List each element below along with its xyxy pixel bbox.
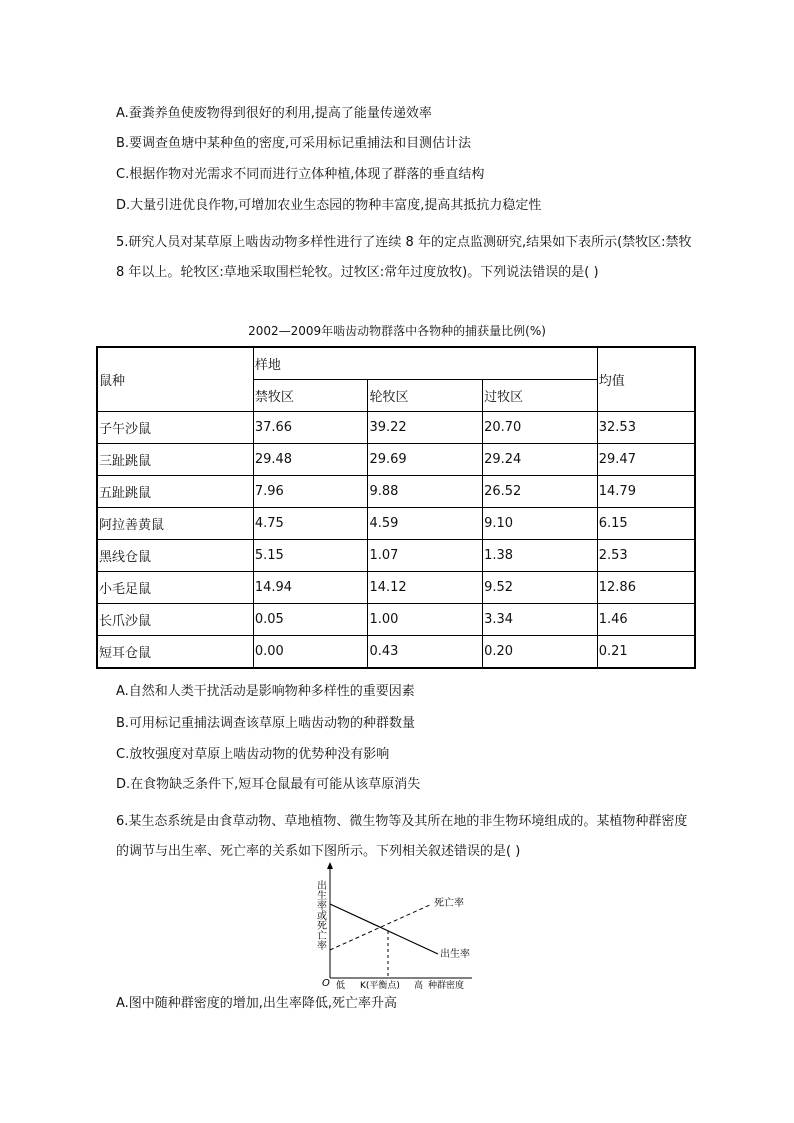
species-name-cell: 短耳仓鼠 — [97, 636, 253, 669]
value-cell: 7.96 — [253, 476, 368, 508]
species-name-cell: 黑线仓鼠 — [97, 540, 253, 572]
value-cell: 14.79 — [597, 476, 695, 508]
value-cell: 1.07 — [368, 540, 483, 572]
value-cell: 4.75 — [253, 508, 368, 540]
value-cell: 0.05 — [253, 604, 368, 636]
value-cell: 0.43 — [368, 636, 483, 669]
species-name-cell: 三趾跳鼠 — [97, 444, 253, 476]
table-row — [97, 540, 695, 572]
q6-stem: 6.某生态系统是由食草动物、草地植物、微生物等及其所在地的非生物环境组成的。某植物种群密度的调节与出生率、死亡率的关系如下图所示。下列相关叙述错误的是( ) — [116, 814, 688, 859]
header-site: 样地 — [253, 347, 597, 380]
table-row — [97, 412, 695, 444]
origin-label: O — [322, 978, 330, 989]
header-zone: 轮牧区 — [368, 380, 483, 412]
species-name-cell: 长爪沙鼠 — [97, 604, 253, 636]
value-cell: 3.34 — [483, 604, 598, 636]
value-cell: 29.24 — [483, 444, 598, 476]
q6-option-a: A.图中随种群密度的增加,出生率降低,死亡率升高 — [116, 996, 398, 1011]
y-axis-label: 出生率或死亡率 — [314, 880, 326, 950]
x-high-label: 高 — [414, 981, 424, 990]
q5-option-b: B.可用标记重捕法调查该草原上啮齿动物的种群数量 — [116, 716, 416, 731]
table-row — [97, 636, 695, 669]
table-row — [97, 604, 695, 636]
value-cell: 9.88 — [368, 476, 483, 508]
value-cell: 32.53 — [597, 412, 695, 444]
header-species: 鼠种 — [97, 347, 253, 412]
value-cell: 12.86 — [597, 572, 695, 604]
x-axis-label: 种群密度 — [428, 981, 465, 990]
header-zone: 禁牧区 — [253, 380, 368, 412]
value-cell: 0.20 — [483, 636, 598, 669]
death-rate-label: 死亡率 — [434, 898, 464, 909]
value-cell: 29.47 — [597, 444, 695, 476]
value-cell: 14.94 — [253, 572, 368, 604]
y-axis-arrow — [327, 862, 333, 869]
birth-rate-line — [330, 904, 438, 954]
birth-rate-label: 出生率 — [440, 949, 470, 960]
q5-option-c: C.放牧强度对草原上啮齿动物的优势种没有影响 — [116, 747, 390, 762]
value-cell: 4.59 — [368, 508, 483, 540]
header-mean: 均值 — [597, 347, 695, 412]
header-zone: 过牧区 — [483, 380, 598, 412]
density-rate-figure — [310, 862, 510, 990]
value-cell: 26.52 — [483, 476, 598, 508]
value-cell: 2.53 — [597, 540, 695, 572]
q4-option-b: B.要调查鱼塘中某种鱼的密度,可采用标记重捕法和目测估计法 — [116, 136, 472, 151]
capture-ratio-table — [96, 346, 696, 669]
species-name-cell: 子午沙鼠 — [97, 412, 253, 444]
value-cell: 14.12 — [368, 572, 483, 604]
table-row — [97, 444, 695, 476]
value-cell: 9.52 — [483, 572, 598, 604]
value-cell: 5.15 — [253, 540, 368, 572]
q5-stem: 5.研究人员对某草原上啮齿动物多样性进行了连续 8 年的定点监测研究,结果如下表所示(禁牧区:禁牧 8 年以上。轮牧区:草地采取围栏轮牧。过牧区:常年过度放牧)。下列说法错误的是( ) — [116, 235, 692, 280]
value-cell: 29.69 — [368, 444, 483, 476]
species-name-cell: 五趾跳鼠 — [97, 476, 253, 508]
value-cell: 1.46 — [597, 604, 695, 636]
value-cell: 37.66 — [253, 412, 368, 444]
value-cell: 1.38 — [483, 540, 598, 572]
q4-option-c: C.根据作物对光需求不同而进行立体种植,体现了群落的垂直结构 — [116, 167, 485, 182]
value-cell: 0.00 — [253, 636, 368, 669]
value-cell: 39.22 — [368, 412, 483, 444]
species-name-cell: 阿拉善黄鼠 — [97, 508, 253, 540]
table-title: 2002—2009年啮齿动物群落中各物种的捕获量比例(%) — [248, 324, 546, 338]
q4-option-d: D.大量引进优良作物,可增加农业生态园的物种丰富度,提高其抵抗力稳定性 — [116, 198, 542, 213]
q5-option-d: D.在食物缺乏条件下,短耳仓鼠最有可能从该草原消失 — [116, 777, 421, 792]
value-cell: 0.21 — [597, 636, 695, 669]
q4-option-a: A.蚕粪养鱼使废物得到很好的利用,提高了能量传递效率 — [116, 106, 432, 121]
table-row — [97, 476, 695, 508]
table-row — [97, 572, 695, 604]
value-cell: 29.48 — [253, 444, 368, 476]
x-low-label: 低 — [336, 981, 346, 990]
value-cell: 1.00 — [368, 604, 483, 636]
table-row — [97, 508, 695, 540]
q5-option-a: A.自然和人类干扰活动是影响物种多样性的重要因素 — [116, 684, 415, 699]
species-name-cell: 小毛足鼠 — [97, 572, 253, 604]
k-label: K(平衡点) — [360, 981, 400, 990]
value-cell: 20.70 — [483, 412, 598, 444]
value-cell: 9.10 — [483, 508, 598, 540]
value-cell: 6.15 — [597, 508, 695, 540]
